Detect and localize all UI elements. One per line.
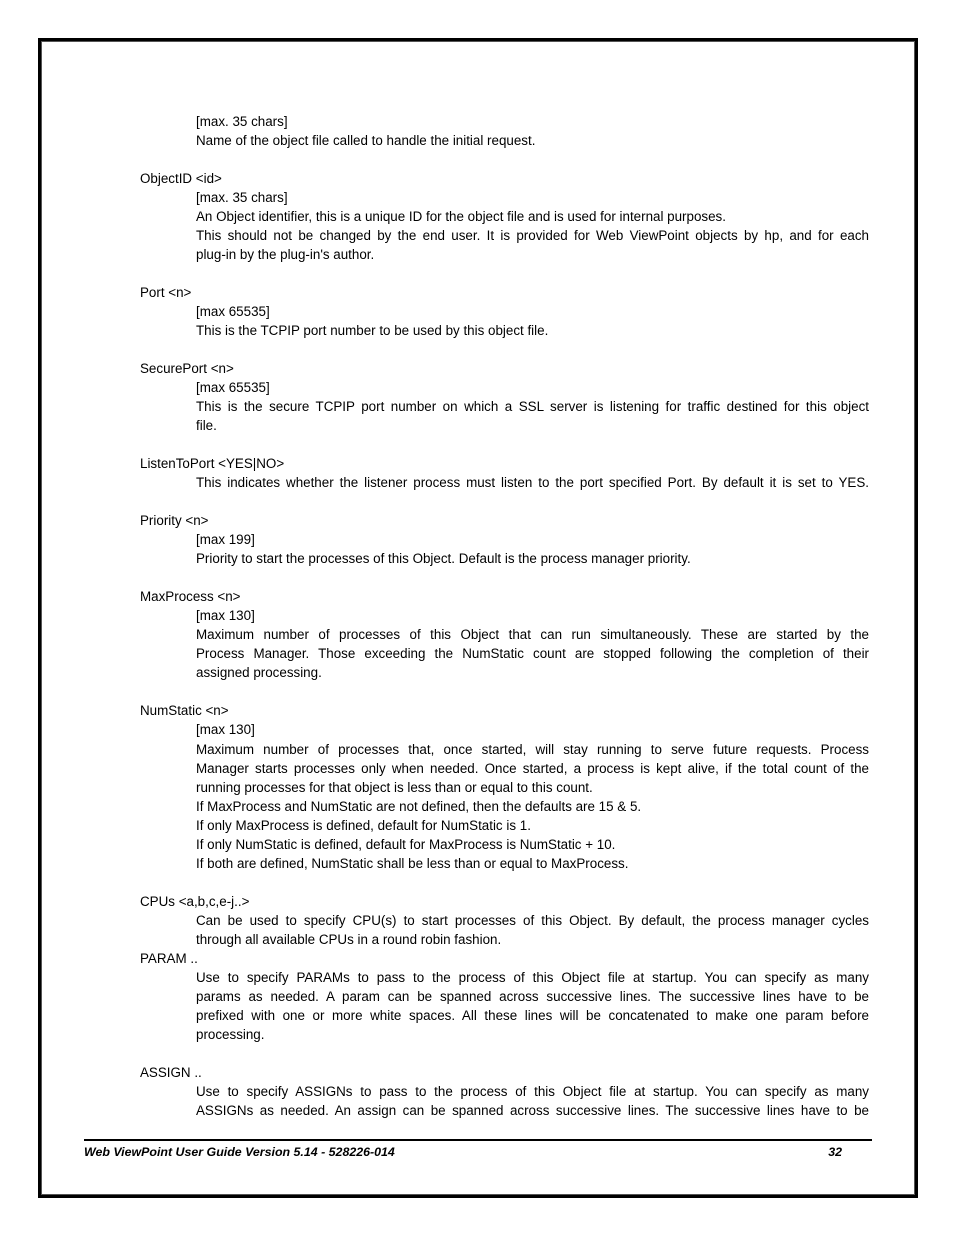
body-line: This is the TCPIP port number to be used by this object file. [196, 323, 549, 338]
body-line: Manager starts processes only when needed. Once started, a process is kept alive, if the total count of the [196, 761, 869, 776]
body-line: If both are defined, NumStatic shall be less than or equal to MaxProcess. [196, 856, 629, 871]
body-line: If only MaxProcess is defined, default for NumStatic is 1. [196, 818, 531, 833]
body-line: through all available CPUs in a round robin fashion. [196, 932, 502, 947]
body-line: Use to specify ASSIGNs to pass to the process of this Object file at startup. You can specify as many [196, 1084, 869, 1099]
entry-title-cpus: CPUs <a,b,c,e-j..> [140, 894, 250, 909]
body-line: If only NumStatic is defined, default for MaxProcess is NumStatic + 10. [196, 837, 616, 852]
entry-title-numstatic: NumStatic <n> [140, 703, 229, 718]
body-line: Name of the object file called to handle the initial request. [196, 133, 536, 148]
body-line: [max. 35 chars] [196, 190, 288, 205]
body-line: Use to specify PARAMs to pass to the process of this Object file at startup. You can specify as many [196, 970, 869, 985]
body-line: This should not be changed by the end user. It is provided for Web ViewPoint objects by hp, and for each [196, 228, 869, 243]
body-line: params as needed. A param can be spanned across successive lines. The successive lines have to be [196, 989, 869, 1004]
body-line: Can be used to specify CPU(s) to start processes of this Object. By default, the process manager cycles [196, 913, 869, 928]
entry-title-port: Port <n> [140, 285, 192, 300]
footer-title: Web ViewPoint User Guide Version 5.14 - 528226-014 [84, 1145, 395, 1159]
body-line: Maximum number of processes of this Object that can run simultaneously. These are started by the [196, 627, 869, 642]
page-number: 32 [828, 1145, 842, 1159]
body-line: If MaxProcess and NumStatic are not defined, then the defaults are 15 & 5. [196, 799, 642, 814]
body-line: [max. 35 chars] [196, 114, 288, 129]
body-line: This indicates whether the listener process must listen to the port specified Port. By default it is set to YES. [196, 475, 869, 490]
entry-title-secureport: SecurePort <n> [140, 361, 234, 376]
body-line: [max 65535] [196, 304, 270, 319]
footer-rule [84, 1139, 872, 1141]
body-line: [max 130] [196, 722, 255, 737]
body-line: Priority to start the processes of this Object. Default is the process manager priority. [196, 551, 691, 566]
entry-title-priority: Priority <n> [140, 513, 209, 528]
body-line: [max 199] [196, 532, 255, 547]
entry-title-param: PARAM .. [140, 951, 198, 966]
body-line: Maximum number of processes that, once started, will stay running to serve future requests. Process [196, 742, 869, 757]
body-line: assigned processing. [196, 665, 322, 680]
body-line: file. [196, 418, 217, 433]
body-line: processing. [196, 1027, 265, 1042]
entry-title-objectid: ObjectID <id> [140, 171, 222, 186]
body-line: ASSIGNs as needed. An assign can be spanned across successive lines. The successive lines have to be [196, 1103, 869, 1118]
body-line: Process Manager. Those exceeding the NumStatic count are stopped following the completion of their [196, 646, 869, 661]
body-line: plug-in by the plug-in's author. [196, 247, 375, 262]
entry-title-assign: ASSIGN .. [140, 1065, 202, 1080]
body-line: An Object identifier, this is a unique ID for the object file and is used for internal purposes. [196, 209, 726, 224]
body-line: running processes for that object is less than or equal to this count. [196, 780, 593, 795]
body-line: [max 65535] [196, 380, 270, 395]
body-line: This is the secure TCPIP port number on which a SSL server is listening for traffic destined for this object [196, 399, 869, 414]
body-line: prefixed with one or more white spaces. All these lines will be concatenated to make one param before [196, 1008, 869, 1023]
body-line: [max 130] [196, 608, 255, 623]
entry-title-listentoport: ListenToPort <YES|NO> [140, 456, 285, 471]
entry-title-maxprocess: MaxProcess <n> [140, 589, 241, 604]
